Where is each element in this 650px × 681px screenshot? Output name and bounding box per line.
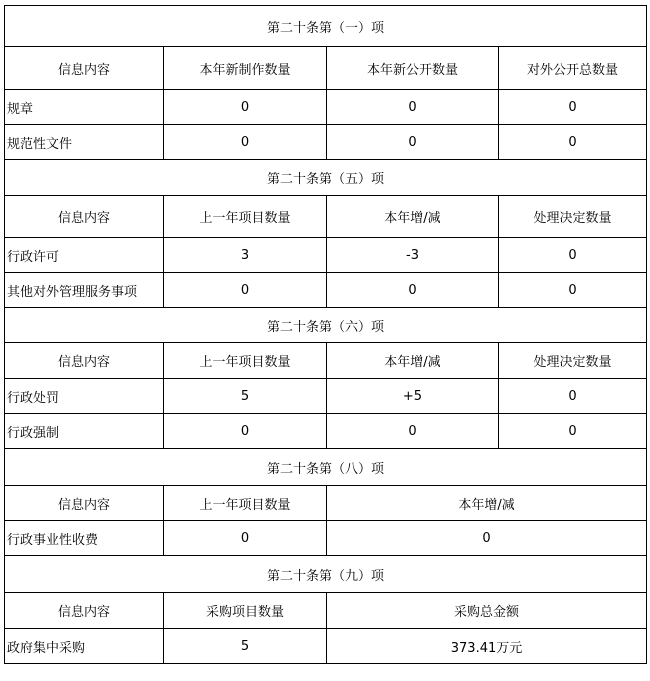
table-cell: 0	[164, 414, 327, 449]
row-label: 政府集中采购	[5, 629, 164, 664]
table-cell: -3	[327, 238, 499, 273]
table-row	[5, 125, 647, 160]
section-title-row	[5, 308, 647, 343]
column-header: 本年增/减	[327, 196, 499, 238]
column-header: 信息内容	[5, 47, 164, 90]
section-title: 第二十条第（八）项	[5, 449, 647, 486]
row-label: 规章	[5, 90, 164, 125]
column-header: 处理决定数量	[499, 343, 647, 379]
column-header: 本年增/减	[327, 343, 499, 379]
table-cell: 0	[327, 125, 499, 160]
table-row	[5, 273, 647, 308]
table-cell: 0	[499, 379, 647, 414]
section-title: 第二十条第（九）项	[5, 556, 647, 593]
table-cell: 0	[327, 273, 499, 308]
table-cell: 0	[164, 273, 327, 308]
table-cell: 0	[499, 273, 647, 308]
section-title: 第二十条第（五）项	[5, 160, 647, 196]
table-row	[5, 521, 647, 556]
column-header: 上一年项目数量	[164, 196, 327, 238]
disclosure-table	[4, 5, 647, 664]
table-cell: 0	[164, 125, 327, 160]
row-label: 行政许可	[5, 238, 164, 273]
header-row	[5, 47, 647, 90]
row-label: 其他对外管理服务事项	[5, 273, 164, 308]
header-row	[5, 196, 647, 238]
column-header: 处理决定数量	[499, 196, 647, 238]
table-cell: 0	[327, 414, 499, 449]
column-header: 上一年项目数量	[164, 486, 327, 521]
table-cell: 0	[499, 414, 647, 449]
table-row	[5, 414, 647, 449]
section-title-row	[5, 160, 647, 196]
table-row	[5, 90, 647, 125]
section-title-row	[5, 6, 647, 47]
row-label: 规范性文件	[5, 125, 164, 160]
column-header: 信息内容	[5, 593, 164, 629]
column-header: 采购总金额	[327, 593, 647, 629]
column-header: 信息内容	[5, 343, 164, 379]
row-label: 行政处罚	[5, 379, 164, 414]
table-cell: 373.41万元	[327, 629, 647, 664]
table-cell: 0	[164, 90, 327, 125]
section-title: 第二十条第（六）项	[5, 308, 647, 343]
section-title-row	[5, 449, 647, 486]
header-row	[5, 343, 647, 379]
column-header: 对外公开总数量	[499, 47, 647, 90]
table-cell: 0	[499, 90, 647, 125]
table-row	[5, 238, 647, 273]
column-header: 上一年项目数量	[164, 343, 327, 379]
table-cell: 0	[164, 521, 327, 556]
section-title-row	[5, 556, 647, 593]
table-cell: 5	[164, 379, 327, 414]
section-title: 第二十条第（一）项	[5, 6, 647, 47]
column-header: 本年新制作数量	[164, 47, 327, 90]
header-row	[5, 486, 647, 521]
column-header: 本年增/减	[327, 486, 647, 521]
table-cell: +5	[327, 379, 499, 414]
table-cell: 3	[164, 238, 327, 273]
table-cell: 0	[499, 238, 647, 273]
table-cell: 0	[499, 125, 647, 160]
column-header: 信息内容	[5, 486, 164, 521]
table-cell: 5	[164, 629, 327, 664]
column-header: 本年新公开数量	[327, 47, 499, 90]
table-row	[5, 379, 647, 414]
table-cell: 0	[327, 521, 647, 556]
table-row	[5, 629, 647, 664]
column-header: 信息内容	[5, 196, 164, 238]
header-row	[5, 593, 647, 629]
column-header: 采购项目数量	[164, 593, 327, 629]
table-cell: 0	[327, 90, 499, 125]
row-label: 行政强制	[5, 414, 164, 449]
row-label: 行政事业性收费	[5, 521, 164, 556]
